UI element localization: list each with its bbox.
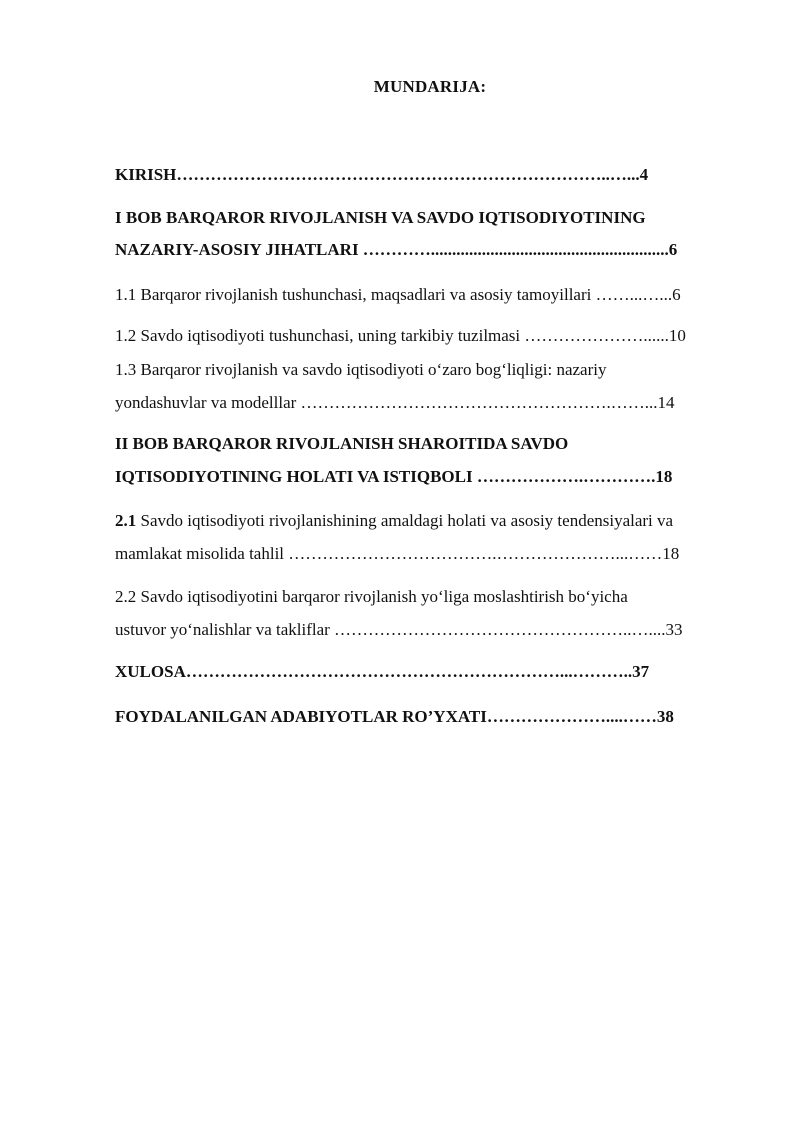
toc-entry-2-2-line1: 2.2 Savdo iqtisodiyotini barqaror rivojlanish yo‘liga moslashtirish bo‘yicha — [115, 587, 628, 606]
toc-entry-2-2-line2: ustuvor yo‘nalishlar va takliflar ……………………………………………..…....33 — [115, 620, 683, 639]
toc-entry-xulosa: XULOSA…………………………………………………………...………..37 — [115, 662, 650, 681]
toc-entry-2-1-line1 — [115, 511, 673, 531]
toc-entry-adabiyotlar: FOYDALANILGAN ADABIYOTLAR RO’YXATI…………………....……38 — [115, 707, 674, 726]
toc-entry-1-1: 1.1 Barqaror rivojlanish tushunchasi, maqsadlari va asosiy tamoyillari ……...…...6 — [115, 285, 681, 304]
toc-entry-1-2: 1.2 Savdo iqtisodiyoti tushunchasi, uning tarkibiy tuzilmasi …………………......10 — [115, 326, 686, 345]
toc-entry-kirish: KIRISH…………………………………………………………………..…...4 — [115, 165, 649, 184]
toc-entry-1-3-line1: 1.3 Barqaror rivojlanish va savdo iqtisodiyoti o‘zaro bog‘liqligi: nazariy — [115, 360, 607, 379]
toc-entry-bob2-line2: IQTISODIYOTINING HOLATI VA ISTIQBOLI ……………….………….18 — [115, 467, 673, 486]
toc-entry-bob2-line1: II BOB BARQAROR RIVOJLANISH SHAROITIDA SAVDO — [115, 434, 569, 453]
page-title: MUNDARIJA: — [373, 77, 487, 96]
toc-entry-2-1-line2: mamlakat misolida tahlil ……………………………….…………………...……18 — [115, 544, 680, 563]
toc-entry-1-3-line2: yondashuvlar va modelllar ……………………………………………….……...14 — [115, 393, 675, 412]
toc-entry-2-1-number: 2.1 — [115, 511, 137, 530]
toc-entry-bob1-line2: NAZARIY-ASOSIY JIHATLARI …………........................................................6 — [115, 240, 678, 259]
toc-entry-2-1-text: Savdo iqtisodiyoti rivojlanishining amaldagi holati va asosiy tendensiyalari va — [136, 511, 674, 530]
toc-entry-bob1-line1: I BOB BARQAROR RIVOJLANISH VA SAVDO IQTISODIYOTINING — [115, 208, 646, 227]
